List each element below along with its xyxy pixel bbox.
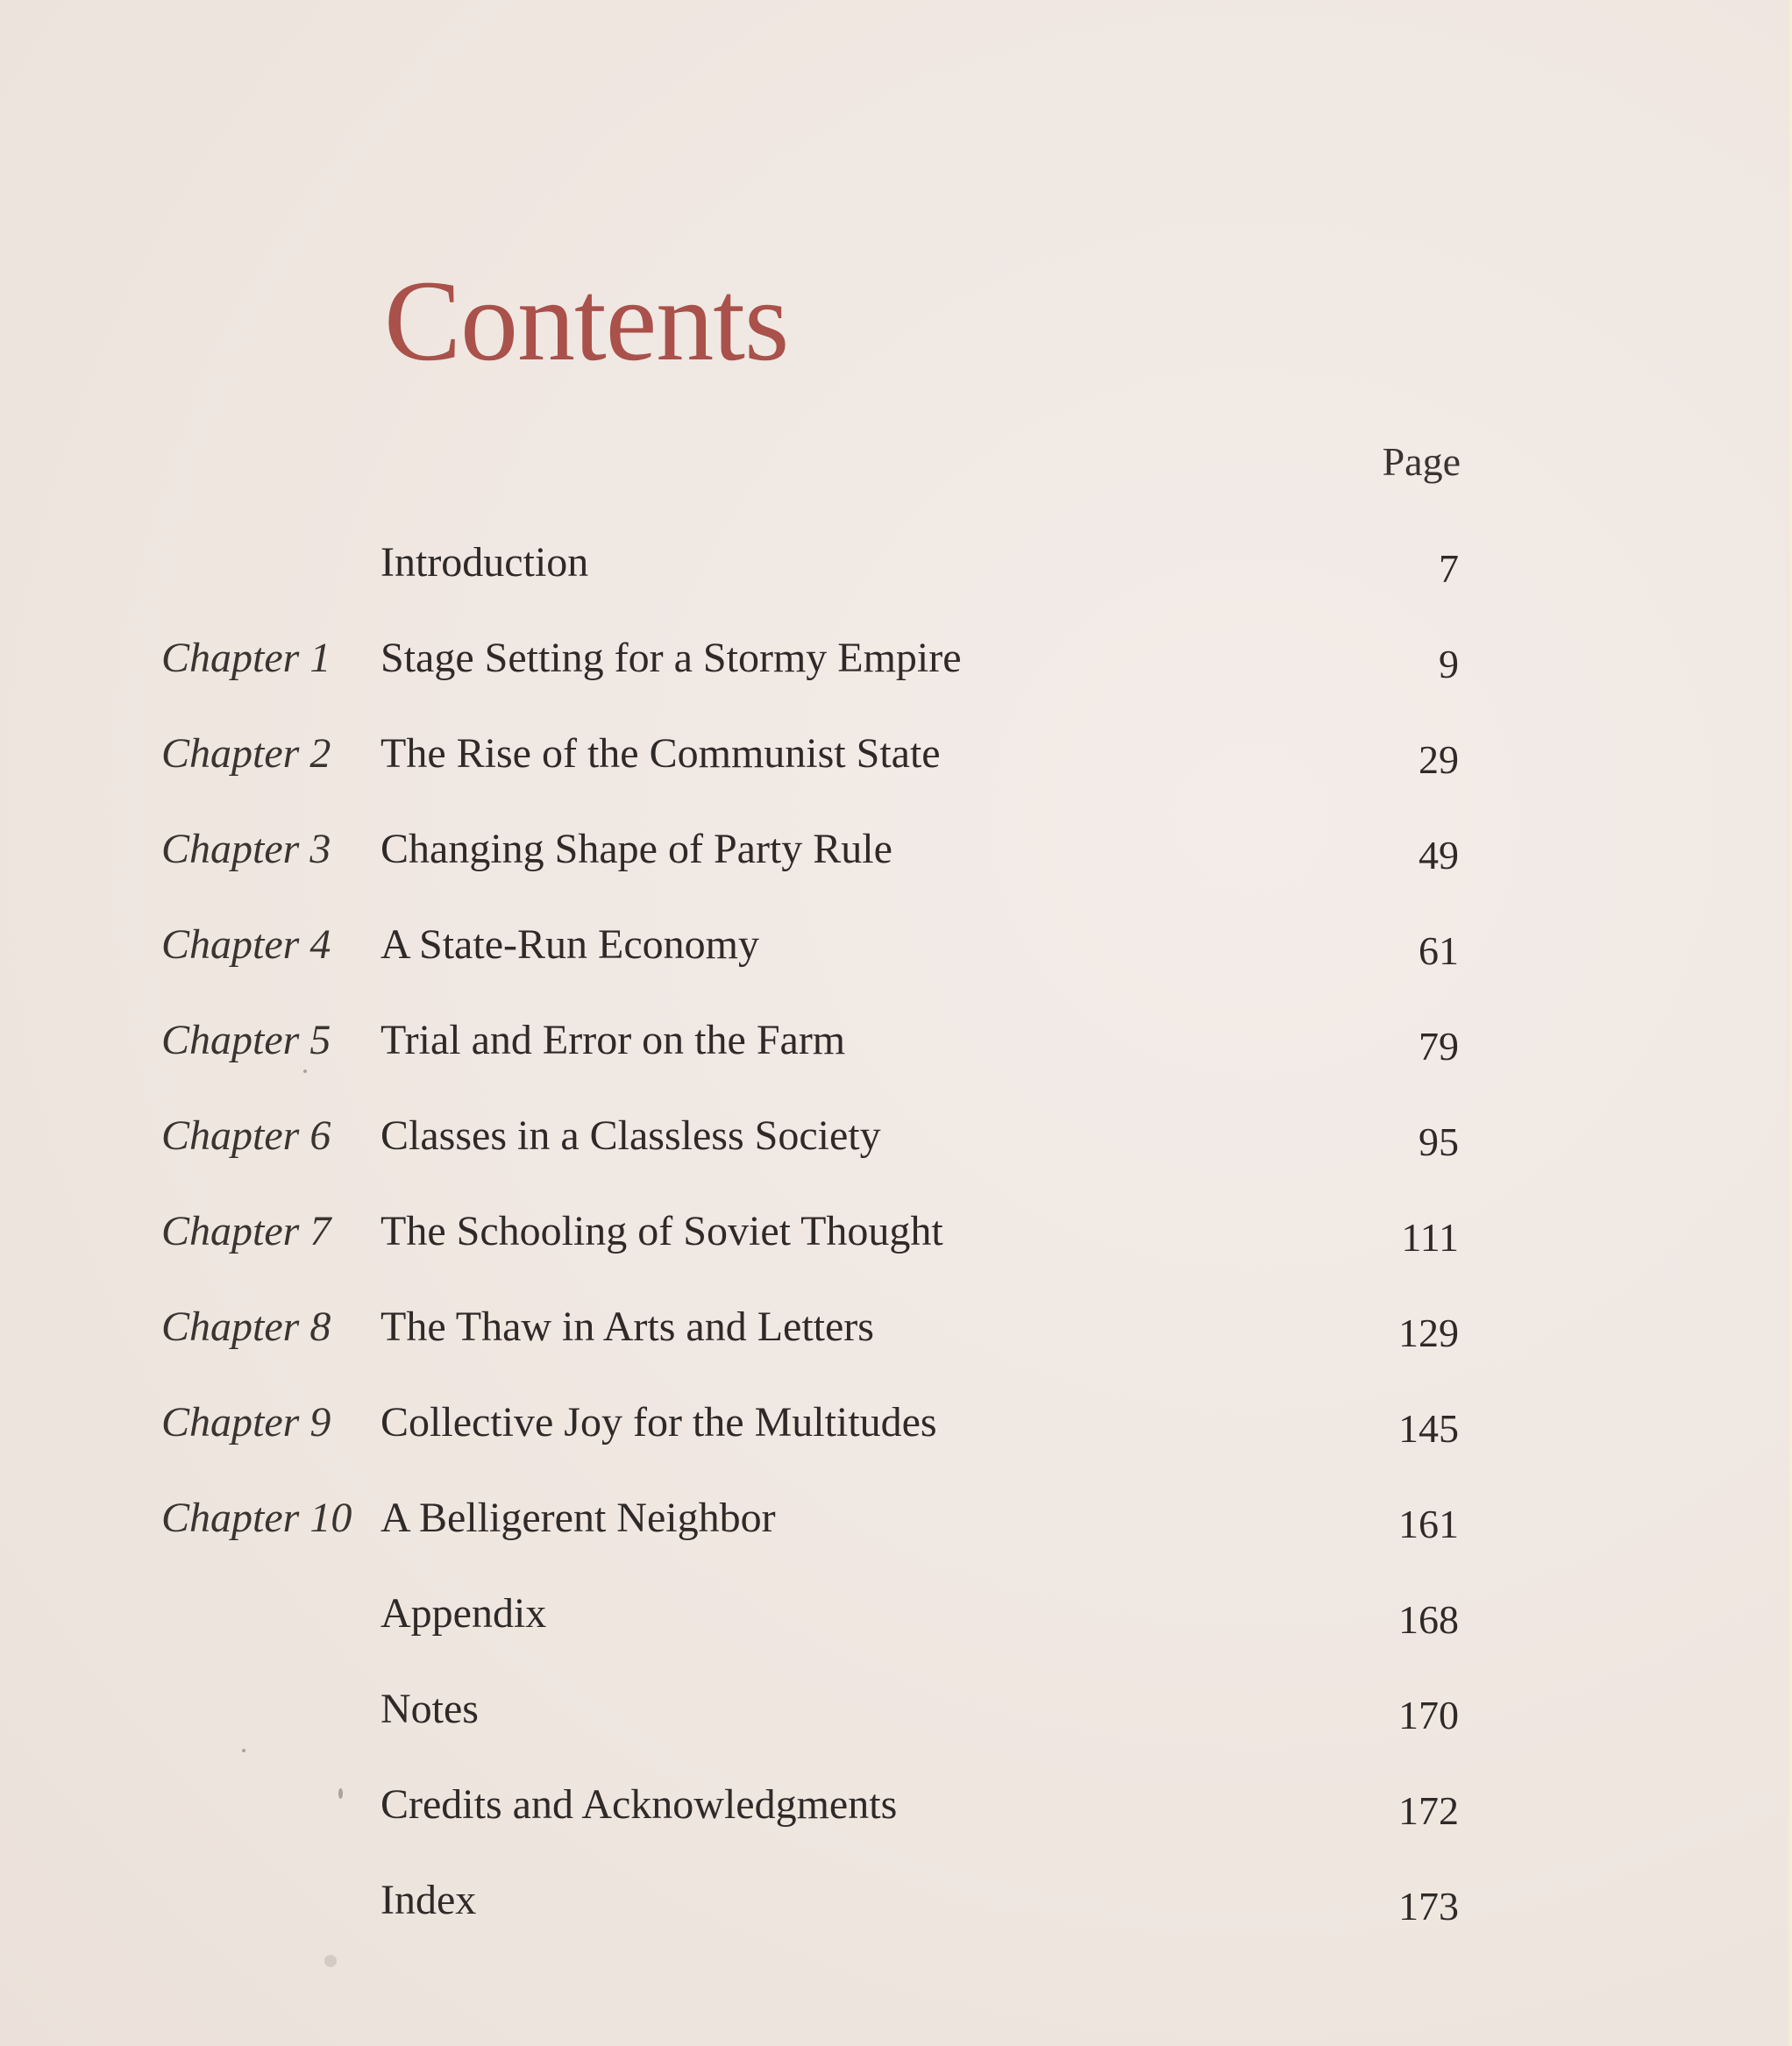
chapter-label: Chapter 7: [161, 1208, 331, 1254]
toc-entry-chapter-1: [0, 622, 1792, 717]
entry-title: The Schooling of Soviet Thought: [380, 1208, 943, 1254]
toc-list: [0, 526, 1792, 1959]
entry-page-number: 29: [1419, 737, 1459, 782]
entry-title: Appendix: [380, 1590, 547, 1637]
entry-title: A Belligerent Neighbor: [380, 1495, 776, 1541]
toc-entry-chapter-9: [0, 1386, 1792, 1481]
toc-entry-chapter-7: [0, 1195, 1792, 1290]
entry-title: Stage Setting for a Stormy Empire: [380, 635, 962, 681]
chapter-label: Chapter 8: [161, 1304, 331, 1350]
entry-page-number: 173: [1398, 1884, 1459, 1929]
toc-entry-chapter-8: [0, 1290, 1792, 1386]
entry-title: Index: [380, 1877, 477, 1923]
paper-speck: [242, 1749, 245, 1752]
entry-page-number: 161: [1398, 1502, 1459, 1546]
entry-page-number: 168: [1398, 1597, 1459, 1642]
entry-page-number: 49: [1419, 833, 1459, 877]
toc-entry-appendix: [0, 1577, 1792, 1673]
chapter-label: Chapter 2: [161, 730, 331, 777]
entry-title: Collective Joy for the Multitudes: [380, 1399, 937, 1446]
toc-entry-notes: [0, 1673, 1792, 1768]
chapter-label: Chapter 5: [161, 1017, 331, 1063]
page-column-header: Page: [1382, 439, 1461, 484]
entry-page-number: 79: [1419, 1024, 1459, 1069]
entry-title: A State-Run Economy: [380, 921, 759, 968]
entry-title: Credits and Acknowledgments: [380, 1781, 898, 1828]
entry-page-number: 95: [1419, 1119, 1459, 1164]
entry-page-number: 61: [1419, 928, 1459, 973]
paper-speck: [303, 1069, 307, 1073]
toc-entry-chapter-10: [0, 1481, 1792, 1577]
chapter-label: Chapter 6: [161, 1112, 331, 1159]
chapter-label: Chapter 10: [161, 1495, 352, 1541]
entry-page-number: 145: [1398, 1406, 1459, 1451]
entry-title: Introduction: [380, 539, 589, 586]
chapter-label: Chapter 9: [161, 1399, 331, 1446]
entry-page-number: 172: [1398, 1788, 1459, 1833]
entry-page-number: 129: [1398, 1311, 1459, 1355]
paper-speck: [338, 1788, 343, 1799]
entry-page-number: 111: [1401, 1215, 1459, 1260]
entry-page-number: 9: [1439, 642, 1459, 686]
entry-title: The Rise of the Communist State: [380, 730, 941, 777]
toc-entry-chapter-5: [0, 1004, 1792, 1099]
chapter-label: Chapter 3: [161, 826, 331, 872]
toc-entry-chapter-3: [0, 813, 1792, 908]
toc-entry-chapter-2: [0, 717, 1792, 813]
entry-title: Changing Shape of Party Rule: [380, 826, 892, 872]
chapter-label: Chapter 4: [161, 921, 331, 968]
chapter-label: Chapter 1: [161, 635, 331, 681]
entry-title: Notes: [380, 1686, 479, 1732]
toc-entry-introduction: [0, 526, 1792, 622]
entry-title: Classes in a Classless Society: [380, 1112, 881, 1159]
entry-title: The Thaw in Arts and Letters: [380, 1304, 874, 1350]
page-title: Contents: [384, 256, 789, 385]
entry-title: Trial and Error on the Farm: [380, 1017, 846, 1063]
entry-page-number: 7: [1439, 546, 1459, 591]
toc-entry-chapter-6: [0, 1099, 1792, 1195]
toc-entry-credits: [0, 1768, 1792, 1864]
toc-entry-chapter-4: [0, 908, 1792, 1004]
entry-page-number: 170: [1398, 1693, 1459, 1737]
paper-speck: [324, 1955, 337, 1967]
toc-entry-index: [0, 1864, 1792, 1959]
